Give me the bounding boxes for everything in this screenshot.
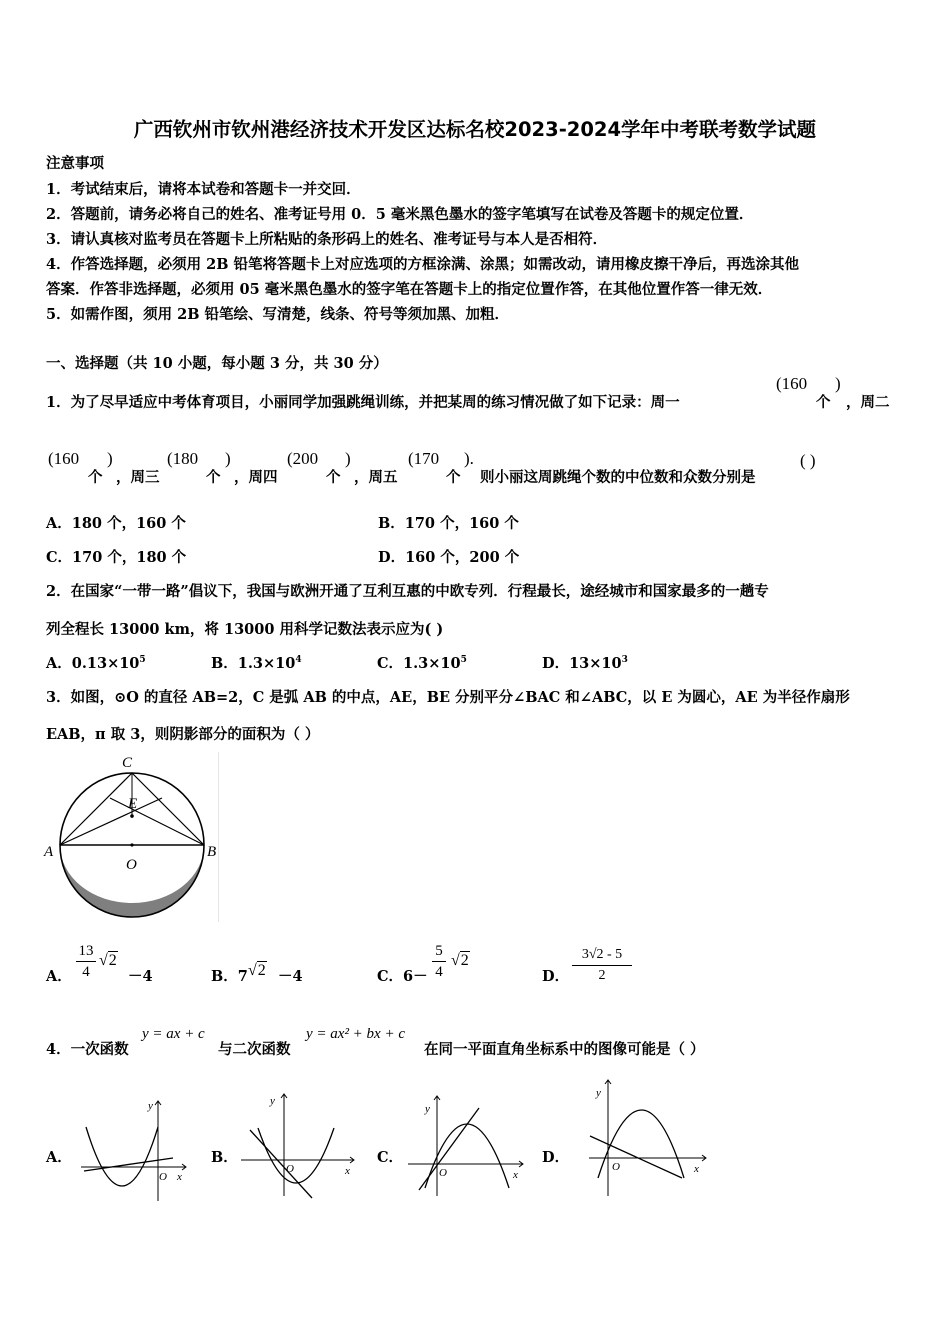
q1-sep: ，周三 [116, 469, 160, 486]
label-o: O [126, 857, 137, 873]
svg-text:O: O [286, 1163, 294, 1175]
q1-rparen: ) [345, 449, 351, 468]
q1-unit: 个 [446, 469, 461, 486]
q3-option-b-label: B．7 [211, 968, 248, 985]
q3-option-c-sqrt: √2 [451, 952, 469, 969]
q4-graph-a [78, 1095, 193, 1205]
section-heading: 一、选择题（共 10 小题，每小题 3 分，共 30 分） [46, 355, 388, 372]
notice-item: 5．如需作图，须用 2B 铅笔绘、写清楚，线条、符号等须加黑、加粗． [46, 306, 510, 323]
q1-unit: 个 [816, 394, 831, 411]
q3-option-a-label: A． [46, 968, 72, 985]
q1-unit: 个 [88, 469, 103, 486]
notice-item: 2．答题前，请务必将自己的姓名、准考证号用 0．5 毫米黑色墨水的签字笔填写在试卷及答题卡的规定位置． [46, 206, 754, 223]
q1-option-b: B．170 个，160 个 [378, 515, 519, 532]
label-a: A [44, 844, 54, 860]
question-4-prefix: 4．一次函数 [46, 1041, 129, 1058]
q2-option-d: D．$13\times 10^3$ [542, 655, 628, 672]
q3-option-b-sqrt: √2 [248, 962, 266, 979]
q4-quadratic-formula: y = ax² + bx + c [306, 1026, 405, 1042]
q1-value-tue: (160 [48, 449, 80, 468]
q1-value-wed: (180 [167, 449, 199, 468]
q4-option-a-label: A． [46, 1149, 72, 1166]
q3-option-c-label: C．6－ [377, 968, 428, 985]
svg-text:y: y [425, 1103, 430, 1115]
question-3-text: 3．如图，⊙O 的直径 AB=2，C 是弧 AB 的中点，AE，BE 分别平分∠BAC 和∠ABC，以 E 为圆心，AE 为半径作扇形 [46, 689, 850, 706]
notice-item: 1．考试结束后，请将本试卷和答题卡一并交回． [46, 181, 361, 198]
q1-value-mon: (160 [776, 374, 808, 393]
q2-option-a: A．$0.13\times 10^5$ [46, 655, 146, 672]
svg-text:y: y [596, 1087, 601, 1099]
q3-option-a-tail: －4 [128, 968, 153, 985]
q4-graph-c [405, 1090, 527, 1198]
q4-option-d-label: D． [542, 1149, 570, 1166]
q3-option-a-sqrt: √2 [99, 952, 117, 969]
q1-option-a: A．180 个，160 个 [46, 515, 186, 532]
label-b: B [207, 844, 217, 860]
q3-option-d-label: D． [542, 968, 570, 985]
page-title: 广西钦州市钦州港经济技术开发区达标名校2023-2024学年中考联考数学试题 [133, 118, 817, 141]
q3-option-d-fraction: 3√2 - 5 2 [572, 946, 632, 985]
q3-option-b-tail: －4 [278, 968, 303, 985]
svg-text:y: y [270, 1095, 275, 1107]
q1-rparen: ) [225, 449, 231, 468]
q4-graph-b [238, 1088, 358, 1200]
question-4-suffix: 在同一平面直角坐标系中的图像可能是（ ） [424, 1041, 705, 1058]
q1-option-d: D．160 个，200 个 [378, 549, 520, 566]
q1-answer-blank: ( ) [800, 451, 816, 470]
circle-sector-figure [40, 752, 225, 924]
q1-sep: ，周二 [846, 394, 890, 411]
label-c: C [122, 755, 133, 771]
question-1-text: 1．为了尽早适应中考体育项目，小丽同学加强跳绳训练，并把某周的练习情况做了如下记录：周一 [46, 394, 680, 411]
notice-item: 答案．作答非选择题，必须用 05 毫米黑色墨水的签字笔在答题卡上的指定位置作答，在其他位置作答一律无效． [46, 281, 773, 298]
svg-text:O: O [439, 1167, 447, 1179]
svg-text:x: x [694, 1163, 699, 1175]
svg-text:y: y [148, 1100, 153, 1112]
q1-tail: 则小丽这周跳绳个数的中位数和众数分别是 [480, 469, 756, 486]
svg-text:x: x [177, 1171, 182, 1183]
q1-sep: ，周四 [234, 469, 278, 486]
q1-value-thu: (200 [287, 449, 319, 468]
q3-option-a-fraction: 13 4 [76, 942, 96, 981]
q1-rparen-dot: ). [464, 449, 474, 468]
q2-option-c: C．$1.3\times 10^5$ [377, 655, 467, 672]
svg-text:x: x [513, 1169, 518, 1181]
question-4-mid: 与二次函数 [218, 1041, 291, 1058]
q3-option-c-fraction: 5 4 [432, 942, 446, 981]
q1-unit: 个 [206, 469, 221, 486]
q1-rparen: ) [835, 374, 841, 393]
q1-unit: 个 [326, 469, 341, 486]
question-2-text: 2．在国家“一带一路”倡议下，我国与欧洲开通了互利互惠的中欧专列．行程最长，途经城市和国家最多的一趟专 [46, 583, 769, 600]
label-e: E [128, 796, 138, 812]
notice-item: 3．请认真核对监考员在答题卡上所粘贴的条形码上的姓名、准考证号与本人是否相符． [46, 231, 608, 248]
svg-text:O: O [159, 1171, 167, 1183]
svg-text:O: O [612, 1161, 620, 1173]
q4-graph-d [586, 1076, 710, 1200]
question-3-text-2: EAB，π 取 3，则阴影部分的面积为（ ） [46, 726, 320, 743]
question-2-text-2: 列全程长 13000 km，将 13000 用科学记数法表示应为( ) [46, 621, 444, 638]
q1-sep: ，周五 [354, 469, 398, 486]
q1-rparen: ) [107, 449, 113, 468]
notice-item: 4．作答选择题，必须用 2B 铅笔将答题卡上对应选项的方框涂满、涂黑；如需改动，请用橡皮擦干净后，再选涂其他 [46, 256, 800, 273]
notice-heading: 注意事项 [46, 155, 104, 172]
q1-option-c: C．170 个，180 个 [46, 549, 187, 566]
q2-option-b: B．$1.3\times 10^4$ [211, 655, 302, 672]
q4-linear-formula: y = ax + c [142, 1026, 205, 1042]
q4-option-b-label: B． [211, 1149, 238, 1166]
q1-value-fri: (170 [408, 449, 440, 468]
q4-option-c-label: C． [377, 1149, 404, 1166]
svg-text:x: x [345, 1165, 350, 1177]
